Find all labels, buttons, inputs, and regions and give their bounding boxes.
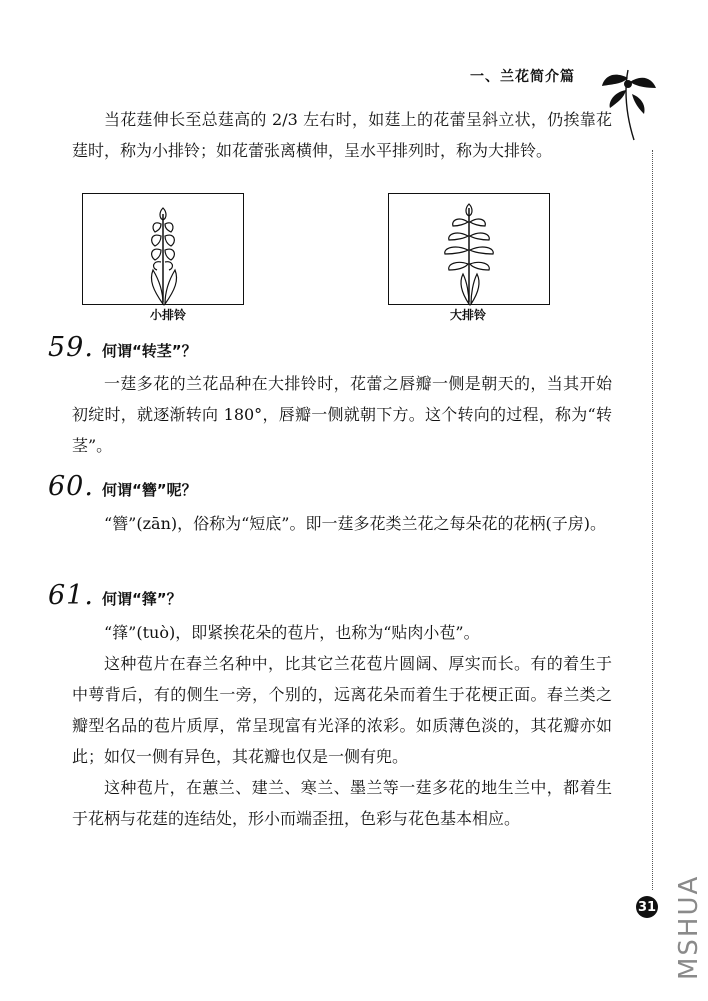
page-edge-dotted-rule (652, 150, 653, 890)
question-number: 59. (48, 332, 94, 363)
section-61-paragraph-3: 这种苞片，在蕙兰、建兰、寒兰、墨兰等一莛多花的地生兰中，都着生于花柄与花莛的连结处，形小而端歪扭，色彩与花色基本相应。 (72, 778, 612, 828)
section-60-paragraph: “簪”(zān)，俗称为“短底”。即一莛多花类兰花之每朵花的花柄(子房)。 (104, 514, 606, 533)
section-61-paragraph-1: “箨”(tuò)，即紧挨花朵的苞片，也称为“贴肉小苞”。 (104, 623, 480, 642)
page-number-badge: 31 (636, 896, 658, 918)
figure-caption-small-raceme: 小排铃 (150, 308, 187, 322)
intro-paragraph: 当花莛伸长至总莛高的 2/3 左右时，如莛上的花蕾呈斜立状，仍挨靠花莛时，称为小排铃；如花蕾张离横伸，呈水平排列时，称为大排铃。 (72, 110, 612, 160)
question-title: 何谓“箨”？ (101, 590, 182, 608)
figure-caption-large-raceme: 大排铃 (450, 308, 487, 322)
question-title: 何谓“转茎”？ (101, 342, 197, 360)
large-raceme-orchid-illustration-icon (389, 194, 551, 306)
figure-small-raceme (82, 193, 244, 305)
question-number: 60. (48, 471, 94, 502)
chapter-header: 一、兰花简介篇 (470, 69, 575, 85)
section-61-paragraph-2: 这种苞片在春兰名种中，比其它兰花苞片圆阔、厚实而长。有的着生于中萼背后，有的侧生一旁，个别的，远离花朵而着生于花梗正面。春兰类之瓣型名品的苞片质厚，常呈现富有光泽的浓彩。如质薄色淡的，其花瓣亦如此；如仅一侧有异色，其花瓣也仅是一侧有兜。 (72, 654, 612, 766)
question-heading-59 (48, 332, 197, 363)
question-number: 61. (48, 580, 94, 611)
small-raceme-orchid-illustration-icon (83, 194, 245, 306)
question-heading-61 (48, 580, 182, 611)
question-title: 何谓“簪”呢？ (101, 481, 197, 499)
question-heading-60 (48, 471, 197, 502)
figure-large-raceme (388, 193, 550, 305)
watermark: MSHUA (674, 874, 704, 980)
section-59-paragraph: 一莛多花的兰花品种在大排铃时，花蕾之唇瓣一侧是朝天的，当其开始初绽时，就逐渐转向 180°，唇瓣一侧就朝下方。这个转向的过程，称为“转茎”。 (72, 374, 612, 455)
